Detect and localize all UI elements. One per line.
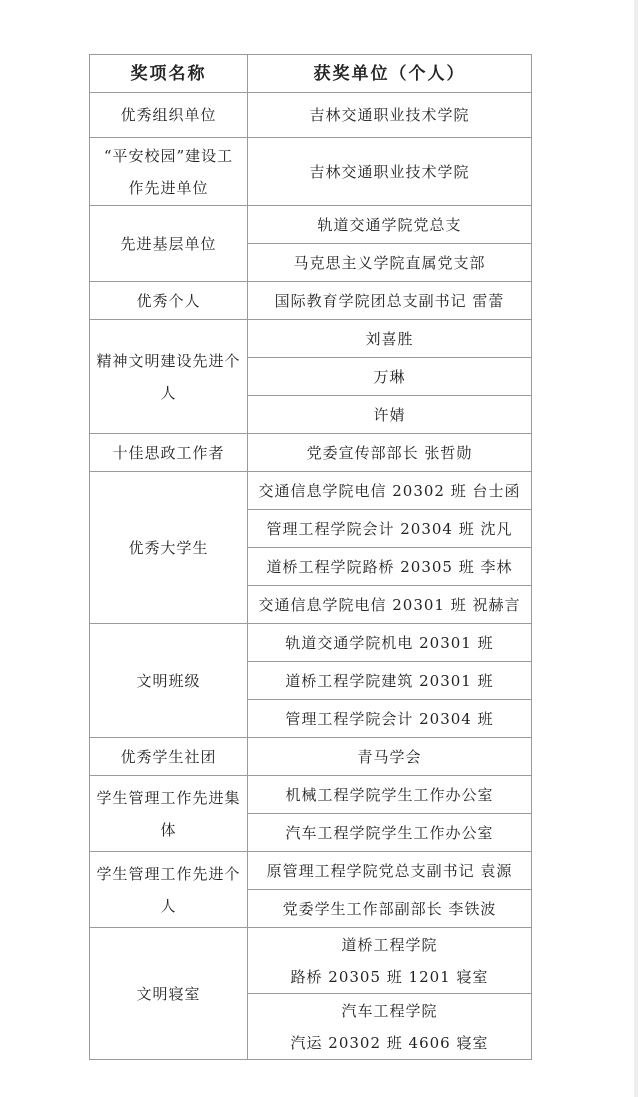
award-recipient: 轨道交通学院党总支 [248,206,532,244]
award-recipient: 管理工程学院会计 20304 班 沈凡 [248,510,532,548]
award-recipient: 马克思主义学院直属党支部 [248,244,532,282]
table-row [90,138,532,206]
award-recipient: 青马学会 [248,738,532,776]
award-category: 优秀组织单位 [90,93,248,138]
table-row [90,776,532,814]
award-recipient: 轨道交通学院机电 20301 班 [248,624,532,662]
table-row [90,320,532,358]
table-row [90,206,532,244]
table-row [90,93,532,138]
award-recipient: 交通信息学院电信 20301 班 祝赫言 [248,586,532,624]
recipient-line: 汽车工程学院 [341,1001,438,1020]
award-recipient: 吉林交通职业技术学院 [248,138,532,206]
awards-table [89,54,532,1060]
award-category: 十佳思政工作者 [90,434,248,472]
award-recipient [248,928,532,994]
award-recipient: 汽车工程学院学生工作办公室 [248,814,532,852]
award-category: “平安校园”建设工作先进单位 [90,138,248,206]
award-category: 文明寝室 [90,928,248,1060]
award-recipient: 许婧 [248,396,532,434]
award-recipient: 原管理工程学院党总支副书记 袁源 [248,852,532,890]
award-category: 优秀学生社团 [90,738,248,776]
table-row [90,282,532,320]
award-recipient: 刘喜胜 [248,320,532,358]
award-category: 学生管理工作先进个人 [90,852,248,928]
table-row [90,434,532,472]
award-recipient: 党委宣传部部长 张哲勋 [248,434,532,472]
header-recipient: 获奖单位（个人） [248,55,532,93]
table-row [90,624,532,662]
recipient-line: 路桥 20305 班 1201 寝室 [290,967,489,986]
award-recipient: 党委学生工作部副部长 李铁波 [248,890,532,928]
award-recipient: 道桥工程学院建筑 20301 班 [248,662,532,700]
award-recipient: 万琳 [248,358,532,396]
award-category: 精神文明建设先进个人 [90,320,248,434]
table-row [90,472,532,510]
table-row [90,852,532,890]
award-category: 优秀个人 [90,282,248,320]
award-recipient: 管理工程学院会计 20304 班 [248,700,532,738]
award-category: 文明班级 [90,624,248,738]
recipient-line: 道桥工程学院 [341,935,438,954]
award-category: 优秀大学生 [90,472,248,624]
award-category: 学生管理工作先进集体 [90,776,248,852]
award-recipient [248,994,532,1060]
page-edge [634,0,638,1097]
award-recipient: 吉林交通职业技术学院 [248,93,532,138]
award-category: 先进基层单位 [90,206,248,282]
header-award-name: 奖项名称 [90,55,248,93]
award-recipient: 机械工程学院学生工作办公室 [248,776,532,814]
table-row [90,928,532,994]
table-row [90,738,532,776]
header-row [90,55,532,93]
award-recipient: 交通信息学院电信 20302 班 台士函 [248,472,532,510]
award-recipient: 道桥工程学院路桥 20305 班 李林 [248,548,532,586]
award-recipient: 国际教育学院团总支副书记 雷蕾 [248,282,532,320]
recipient-line: 汽运 20302 班 4606 寝室 [290,1033,489,1052]
